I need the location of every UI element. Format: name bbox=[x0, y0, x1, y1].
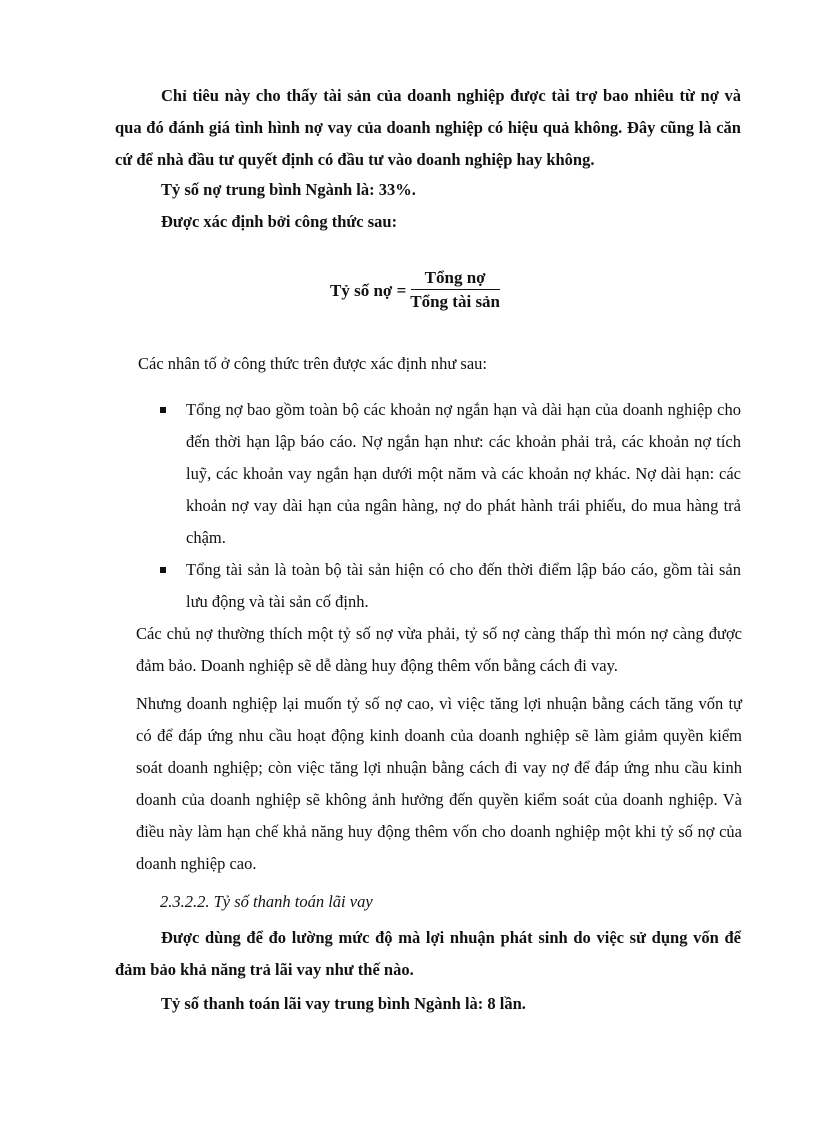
formula-lhs: Tỷ số nợ = bbox=[330, 280, 407, 300]
intro-paragraph: Chỉ tiêu này cho thấy tài sản của doanh nghiệp được tài trợ bao nhiêu từ nợ và qua đó đánh giá tình hình nợ vay của doanh nghiệp có hiệu quả không. Đây cũng là căn cứ để nhà đầu tư quyết định có đầu tư vào doanh nghiệp hay không. bbox=[115, 86, 741, 169]
purpose-paragraph: Được dùng để đo lường mức độ mà lợi nhuận phát sinh do việc sử dụng vốn để đảm bảo khả năng trả lãi vay như thế nào. bbox=[115, 928, 741, 979]
formula-intro: Được xác định bởi công thức sau: bbox=[161, 212, 398, 231]
creditors-paragraph: Các chủ nợ thường thích một tỷ số nợ vừa phải, tỷ số nợ càng thấp thì món nợ càng được đảm bảo. Doanh nghiệp sẽ dễ dàng huy động thêm vốn bằng cách đi vay. bbox=[136, 624, 742, 675]
factors-intro: Các nhân tố ở công thức trên được xác định như sau: bbox=[138, 354, 487, 373]
formula-fraction bbox=[410, 268, 500, 313]
industry-average-debt-ratio: Tỷ số nợ trung bình Ngành là: 33%. bbox=[161, 180, 416, 199]
industry-average-interest-coverage: Tỷ số thanh toán lãi vay trung bình Ngành là: 8 lần. bbox=[161, 994, 526, 1013]
square-bullet-icon bbox=[160, 567, 166, 573]
list-item bbox=[138, 394, 741, 554]
list-item-text: Tổng nợ bao gồm toàn bộ các khoản nợ ngắn hạn và dài hạn của doanh nghiệp cho đến thời hạn lập báo cáo. Nợ ngắn hạn như: các khoản phải trả, các khoản nợ tích luỹ, các khoản vay ngắn hạn dưới một năm và các khoản nợ khác. Nợ dài hạn: các khoản nợ vay dài hạn của ngân hàng, nợ do phát hành trái phiếu, do mua hàng trả chậm. bbox=[186, 400, 741, 547]
factor-list bbox=[138, 394, 741, 618]
list-item bbox=[138, 554, 741, 618]
debt-ratio-formula bbox=[330, 268, 500, 313]
formula-denominator: Tổng tài sản bbox=[410, 292, 501, 311]
section-heading: 2.3.2.2. Tỷ số thanh toán lãi vay bbox=[160, 892, 373, 911]
square-bullet-icon bbox=[160, 407, 166, 413]
however-paragraph: Nhưng doanh nghiệp lại muốn tỷ số nợ cao, vì việc tăng lợi nhuận bằng cách tăng vốn tự có để đáp ứng nhu cầu hoạt động kinh doanh của doanh nghiệp sẽ làm giảm quyền kiểm soát doanh nghiệp; còn việc tăng lợi nhuận bằng cách đi vay nợ để đáp ứng nhu cầu kinh doanh của doanh nghiệp sẽ không ảnh hưởng đến quyền kiểm soát của doanh nghiệp. Và điều này làm hạn chế khả năng huy động thêm vốn cho doanh nghiệp một khi tỷ số nợ của doanh nghiệp cao. bbox=[136, 694, 742, 873]
list-item-text: Tổng tài sản là toàn bộ tài sản hiện có cho đến thời điểm lập báo cáo, gồm tài sản lưu động và tài sản cố định. bbox=[186, 560, 741, 611]
formula-numerator: Tổng nợ bbox=[411, 268, 500, 290]
